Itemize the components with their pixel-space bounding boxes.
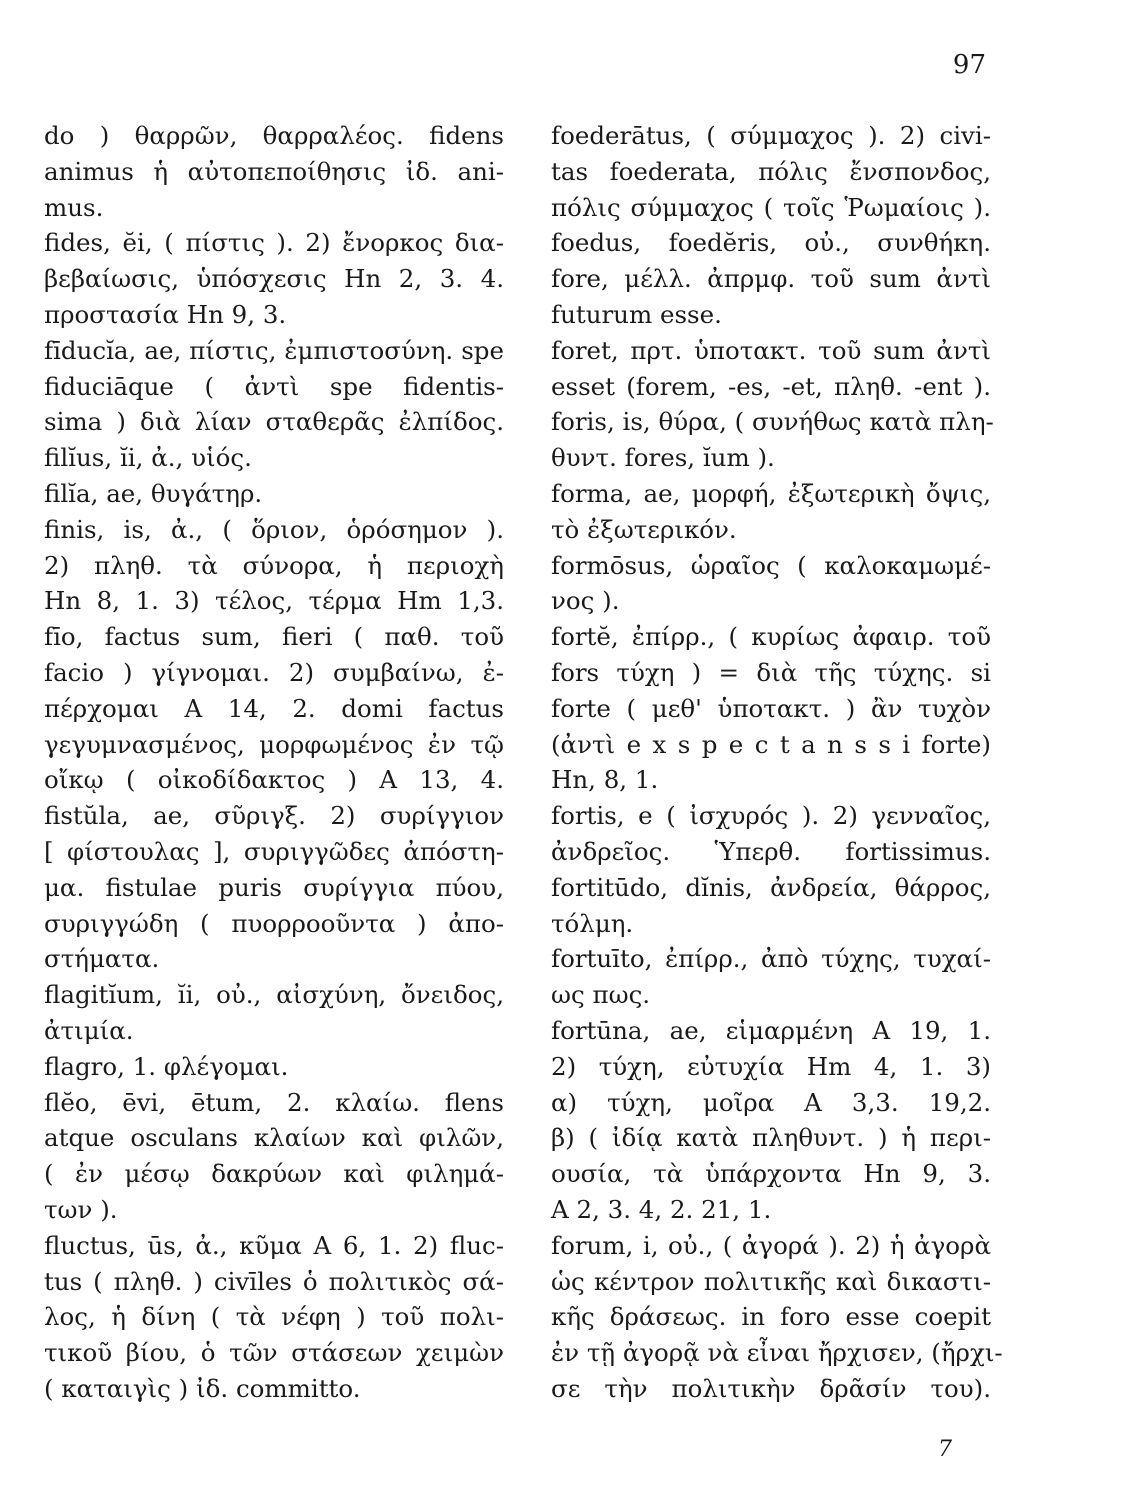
- text-line: στήματα.: [44, 944, 160, 974]
- text-line: fluctus, ūs, ἀ., κῦμα A 6, 1. 2) fluc-: [44, 1230, 504, 1260]
- text-line: do ) θαρρῶν, θαρραλέος. fidens: [44, 121, 504, 150]
- text-line: flagitĭum, ĭi, οὐ., αἰσχύνη, ὄνειδος,: [44, 980, 504, 1010]
- text-line: foris, is, θύρα, ( συνήθως κατὰ πλη-: [551, 407, 994, 437]
- text-line: τικοῦ βίου, ὁ τῶν στάσεων χειμὼν: [44, 1338, 504, 1368]
- text-line: animus ἡ αὐτοπεποίθησις ἰδ. ani-: [44, 156, 504, 186]
- text-line: οἴκῳ ( οἰκοδίδακτος ) A 13, 4.: [44, 765, 504, 795]
- text-line: formōsus, ὡραῖος ( καλοκαμωμέ-: [551, 550, 991, 580]
- text-line: A 2, 3. 4, 2. 21, 1.: [551, 1194, 772, 1224]
- text-line: mus.: [44, 192, 104, 222]
- text-line: finis, is, ἀ., ( ὅριον, ὁρόσημον ).: [44, 514, 504, 544]
- text-line: 2) τύχη, εὐτυχία Hm 4, 1. 3): [551, 1051, 991, 1081]
- text-line: τόλμη.: [551, 908, 634, 938]
- text-line: esset (forem, -es, -et, πληθ. -ent ).: [551, 371, 991, 401]
- text-line: fortitūdo, dĭnis, ἀνδρεία, θάρρος,: [551, 872, 991, 902]
- text-line: foederātus, ( σύμμαχος ). 2) civi-: [551, 121, 991, 150]
- text-line: ως πως.: [551, 980, 651, 1010]
- text-line: α) τύχη, μοῖρα A 3,3. 19,2.: [551, 1087, 991, 1117]
- text-line: fīducĭa, ae, πίστις, ἐμπιστοσύνη. spe: [44, 335, 504, 365]
- text-line: συριγγώδη ( πυορροοῦντα ) ἀπο-: [44, 908, 504, 938]
- text-line: β) ( ἰδίᾳ κατὰ πληθυντ. ) ἡ περι-: [551, 1123, 991, 1153]
- text-line: flĕo, ēvi, ētum, 2. κλαίω. flens: [44, 1087, 504, 1117]
- text-line: fistŭla, ae, σῦριγξ. 2) συρίγγιον: [44, 801, 504, 831]
- text-line: fides, ĕi, ( πίστις ). 2) ἔνορκος δια-: [44, 228, 504, 258]
- text-line: Hn, 8, 1.: [551, 765, 659, 795]
- text-line: foret, πρτ. ὑποτακτ. τοῦ sum ἀντὶ: [551, 335, 991, 365]
- text-line: ἀτιμία.: [44, 1015, 134, 1045]
- text-line: 2) πληθ. τὰ σύνορα, ἡ περιοχὴ: [44, 550, 504, 580]
- text-line: tas foederata, πόλις ἔνσπονδος,: [551, 156, 991, 186]
- text-line: filĭus, ĭi, ἀ., υἱός.: [44, 443, 252, 473]
- text-line: fore, μέλλ. ἀπρμφ. τοῦ sum ἀντὶ: [551, 264, 991, 294]
- text-line: atque osculans κλαίων καὶ φιλῶν,: [44, 1123, 504, 1153]
- text-line: fīo, factus sum, fieri ( παθ. τοῦ: [44, 622, 504, 652]
- text-line: foedus, foedĕris, οὐ., συνθήκη.: [551, 228, 991, 258]
- text-line: filĭa, ae, θυγάτηρ.: [44, 478, 263, 508]
- text-line: βεβαίωσις, ὑπόσχεσις Hn 2, 3. 4.: [44, 264, 504, 294]
- text-line: ( καταιγὶς ) ἰδ. committo.: [44, 1373, 361, 1403]
- text-line: κῆς δράσεως. in foro esse coepit: [551, 1302, 991, 1332]
- text-line: Hn 8, 1. 3) τέλος, τέρμα Hm 1,3.: [44, 586, 504, 616]
- text-line: των ).: [44, 1194, 118, 1224]
- text-line: ουσία, τὰ ὑπάρχοντα Hn 9, 3.: [551, 1159, 991, 1189]
- text-line: forte ( μεθ' ὑποτακτ. ) ἂν τυχὸν: [551, 693, 991, 723]
- text-line: λος, ἡ δίνη ( τὰ νέφη ) τοῦ πολι-: [44, 1302, 504, 1332]
- signature-mark: 7: [938, 1437, 952, 1462]
- text-line: σε τὴν πολιτικὴν δρᾶσίν του).: [551, 1373, 991, 1403]
- text-line: πόλις σύμμαχος ( τοῖς Ῥωμαίοις ).: [551, 192, 991, 222]
- text-line: γεγυμνασμένος, μορφωμένος ἐν τῷ: [44, 729, 504, 759]
- text-line: fortuīto, ἐπίρρ., ἀπὸ τύχης, τυχαί-: [551, 944, 991, 974]
- text-line: facio ) γίγνομαι. 2) συμβαίνω, ἐ-: [44, 657, 504, 687]
- page-number: 97: [952, 50, 986, 80]
- text-line: ( ἐν μέσῳ δακρύων καὶ φιλημά-: [44, 1159, 504, 1189]
- text-line: forum, i, οὐ., ( ἀγορά ). 2) ἡ ἀγορὰ: [551, 1230, 991, 1260]
- text-line: προστασία Hn 9, 3.: [44, 299, 287, 329]
- text-line: θυντ. fores, ĭum ).: [551, 443, 775, 473]
- text-line: fortūna, ae, εἱμαρμένη A 19, 1.: [551, 1015, 991, 1045]
- text-line: futurum esse.: [551, 299, 722, 329]
- text-line: flagro, 1. φλέγομαι.: [44, 1051, 289, 1081]
- text-line: τὸ ἐξωτερικόν.: [551, 514, 737, 544]
- text-line: fortis, e ( ἰσχυρός ). 2) γενναῖος,: [551, 801, 991, 831]
- text-line: νος ).: [551, 586, 620, 616]
- text-line: fiduciāque ( ἀντὶ spe fidentis-: [44, 371, 504, 401]
- text-line: πέρχομαι A 14, 2. domi factus: [44, 693, 504, 723]
- right-column: [551, 118, 1003, 1407]
- text-line: ἐν τῇ ἀγορᾷ νὰ εἶναι ἤρχισεν, (ἤρχι-: [551, 1338, 1003, 1368]
- text-line: forma, ae, μορφή, ἐξωτερικὴ ὄψις,: [551, 478, 991, 508]
- text-line: (ἀντὶ e x s p e c t a n s s i forte): [551, 729, 991, 759]
- text-line: μα. fistulae puris συρίγγια πύου,: [44, 872, 504, 902]
- text-line: sima ) διὰ λίαν σταθερᾶς ἐλπίδος.: [44, 407, 504, 437]
- text-line: [ φίστουλας ], συριγγῶδες ἀπόστη-: [44, 836, 504, 866]
- left-column: [44, 118, 504, 1407]
- text-line: fors τύχη ) = διὰ τῆς τύχης. si: [551, 657, 991, 687]
- text-line: ἀνδρεῖος. Ὑπερθ. fortissimus.: [551, 836, 991, 866]
- text-line: tus ( πληθ. ) civīles ὁ πολιτικὸς σά-: [44, 1266, 504, 1296]
- text-line: fortĕ, ἐπίρρ., ( κυρίως ἀφαιρ. τοῦ: [551, 622, 991, 652]
- text-line: ὡς κέντρον πολιτικῆς καὶ δικαστι-: [551, 1266, 991, 1296]
